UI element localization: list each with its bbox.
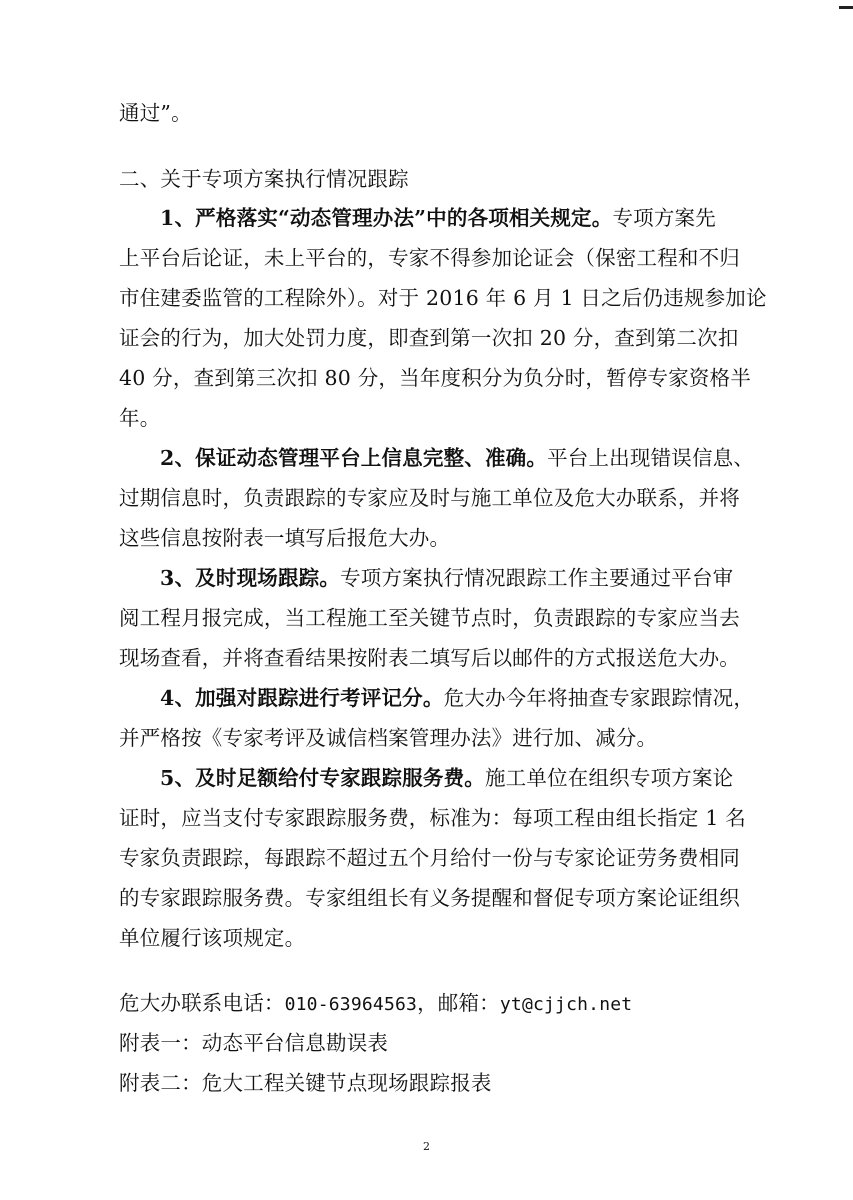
item-3-heading: 3、及时现场跟踪。 <box>160 566 341 590</box>
item-1-heading: 1、严格落实“动态管理办法”中的各项相关规定。 <box>160 206 613 230</box>
item-4-line: 并严格按《专家考评及诚信档案管理办法》进行加、减分。 <box>119 726 658 750</box>
scan-corner-mark <box>839 6 853 9</box>
item-2-first-line <box>160 443 754 473</box>
page-number: 2 <box>423 1140 430 1153</box>
item-5-first-line <box>160 763 733 793</box>
item-5-heading: 5、及时足额给付专家跟踪服务费。 <box>160 766 485 790</box>
item-5-line: 专家负责跟踪，每跟踪不超过五个月给付一份与专家论证劳务费相同 <box>119 846 740 870</box>
item-2-text: 平台上出现错误信息、 <box>547 446 755 470</box>
item-4-heading: 4、加强对跟踪进行考评记分。 <box>160 686 444 710</box>
contact-line <box>119 988 632 1020</box>
item-1-line: 证会的行为，加大处罚力度，即查到第一次扣 20 分，查到第二次扣 <box>119 326 739 350</box>
attachment-1: 附表一：动态平台信息勘误表 <box>119 1031 389 1055</box>
section-heading: 二、关于专项方案执行情况跟踪 <box>119 167 409 191</box>
item-5-line: 单位履行该项规定。 <box>119 926 306 950</box>
item-2-line: 过期信息时，负责跟踪的专家应及时与施工单位及危大办联系，并将 <box>119 486 740 510</box>
item-5-line: 证时，应当支付专家跟踪服务费，标准为：每项工程由组长指定 1 名 <box>119 806 746 830</box>
item-5-text: 施工单位在组织专项方案论 <box>484 766 734 790</box>
item-4-first-line <box>160 683 754 713</box>
item-1-line: 市住建委监管的工程除外）。对于 2016 年 6 月 1 日之后仍违规参加论 <box>119 286 767 310</box>
item-5-line: 的专家跟踪服务费。专家组组长有义务提醒和督促专项方案论证组织 <box>119 886 740 910</box>
item-1-line: 年。 <box>119 406 161 430</box>
attachment-2: 附表二：危大工程关键节点现场跟踪报表 <box>119 1071 492 1095</box>
continuation-text: 通过”。 <box>119 101 192 125</box>
email-address: yt@cjjch.net <box>499 994 633 1015</box>
phone-label: 危大办联系电话： <box>119 991 285 1015</box>
email-label: 邮箱： <box>437 991 500 1015</box>
item-1-line: 上平台后论证，未上平台的，专家不得参加论证会（保密工程和不归 <box>119 246 740 270</box>
item-1-first-line <box>160 203 716 233</box>
item-4-text: 危大办今年将抽查专家跟踪情况， <box>443 686 755 710</box>
item-2-heading: 2、保证动态管理平台上信息完整、准确。 <box>160 446 548 470</box>
contact-separator: ， <box>417 991 438 1015</box>
item-3-line: 阅工程月报完成，当工程施工至关键节点时，负责跟踪的专家应当去 <box>119 606 740 630</box>
item-3-text: 专项方案执行情况跟踪工作主要通过平台审 <box>340 566 734 590</box>
item-3-first-line <box>160 563 733 593</box>
phone-number: 010-63964563 <box>284 994 418 1015</box>
item-2-line: 这些信息按附表一填写后报危大办。 <box>119 526 451 550</box>
item-3-line: 现场查看，并将查看结果按附表二填写后以邮件的方式报送危大办。 <box>119 646 740 670</box>
item-1-text: 专项方案先 <box>612 206 716 230</box>
item-1-line: 40 分，查到第三次扣 80 分，当年度积分为负分时，暂停专家资格半 <box>119 366 752 390</box>
